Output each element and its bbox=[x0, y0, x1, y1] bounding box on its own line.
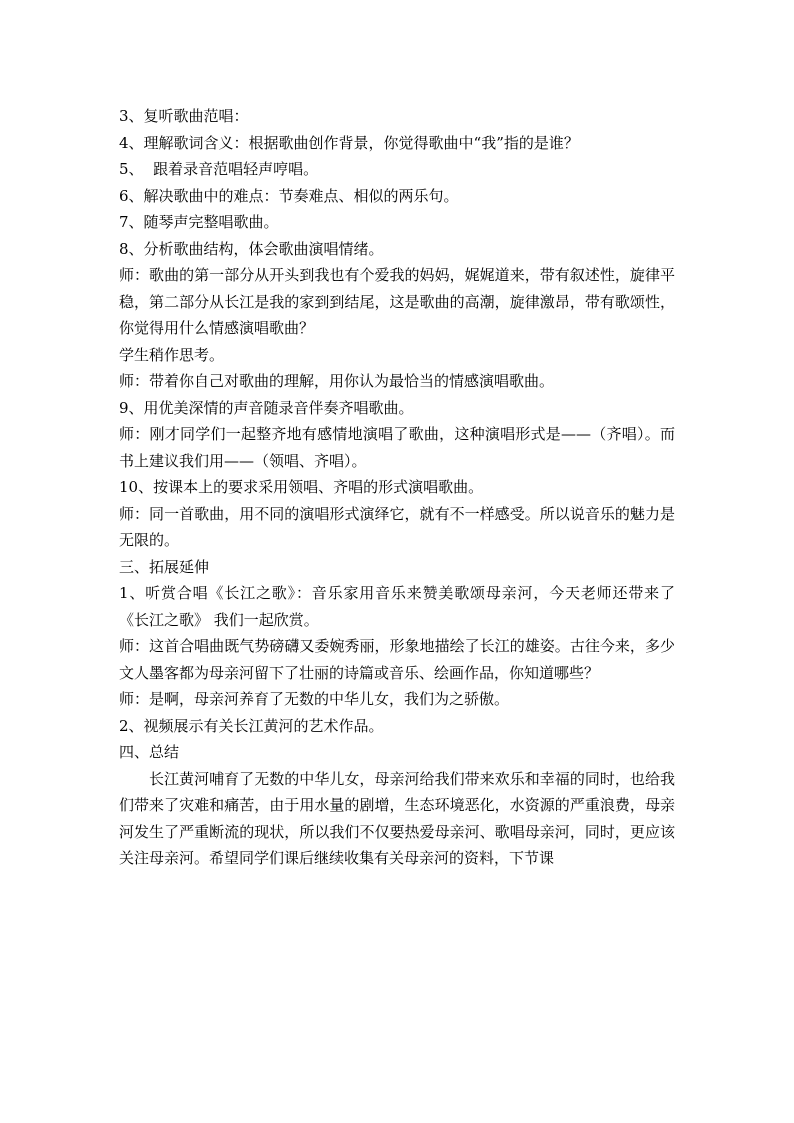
paragraph-step-3: 3、复听歌曲范唱： bbox=[119, 107, 249, 125]
paragraph-student-think: 学生稍作思考。 bbox=[119, 345, 225, 364]
paragraph-extension-2: 2、视频展示有关长江黄河的艺术作品。 bbox=[119, 716, 384, 735]
paragraph-summary: 长江黄河哺育了无数的中华儿女，母亲河给我们带来欢乐和幸福的同时，也给我们带来了灾难和痛苦，由于用水量的剧增，生态环境恶化，水资源的严重浪费，母亲河发生了严重断流的现状，所以我们不仅要热爱母亲河、歌唱母亲河，同时，更应该关注母亲河。希望同学们课后继续收集有关母亲河的资料，下节课 bbox=[119, 769, 675, 867]
paragraph-step-8: 8、分析歌曲结构，体会歌曲演唱情绪。 bbox=[119, 239, 384, 258]
paragraph-step-10: 10、按课本上的要求采用领唱、齐唱的形式演唱歌曲。 bbox=[119, 478, 484, 496]
paragraph-step-5: 5、 跟着录音范唱轻声哼唱。 bbox=[119, 160, 319, 178]
paragraph-step-4: 4、理解歌词含义：根据歌曲创作背景，你觉得歌曲中“我”指的是谁？ bbox=[119, 133, 579, 152]
paragraph-step-9: 9、用优美深情的声音随录音伴奏齐唱歌曲。 bbox=[119, 398, 414, 417]
paragraph-teacher-1: 师：歌曲的第一部分从开头到我也有个爱我的妈妈，娓娓道来，带有叙述性，旋律平稳，第二部分从长江是我的家到到结尾，这是歌曲的高潮，旋律激昂，带有歌颂性，你觉得用什么情感演唱歌曲？ bbox=[119, 266, 675, 337]
paragraph-step-7: 7、随琴声完整唱歌曲。 bbox=[119, 213, 279, 231]
paragraph-teacher-5: 师：这首合唱曲既气势磅礴又委婉秀丽，形象地描绘了长江的雄姿。古往今来，多少文人墨客都为母亲河留下了壮丽的诗篇或音乐、绘画作品，你知道哪些？ bbox=[119, 637, 675, 682]
paragraph-step-6: 6、解决歌曲中的难点：节奏难点、相似的两乐句。 bbox=[119, 186, 459, 205]
section-heading-summary: 四、总结 bbox=[119, 743, 180, 761]
paragraph-teacher-6: 师：是啊，母亲河养育了无数的中华儿女，我们为之骄傲。 bbox=[119, 690, 510, 708]
paragraph-teacher-4: 师：同一首歌曲，用不同的演唱形式演绎它，就有不一样感受。所以说音乐的魅力是无限的。 bbox=[119, 504, 675, 549]
paragraph-teacher-2: 师：带着你自己对歌曲的理解，用你认为最恰当的情感演唱歌曲。 bbox=[119, 372, 555, 390]
section-heading-extension: 三、拓展延伸 bbox=[119, 557, 210, 576]
paragraph-teacher-3: 师：刚才同学们一起整齐地有感情地演唱了歌曲，这种演唱形式是——（齐唱）。而书上建议我们用——（领唱、齐唱）。 bbox=[119, 425, 675, 470]
paragraph-extension-1: 1、听赏合唱《长江之歌》：音乐家用音乐来赞美歌颂母亲河，今天老师还带来了《长江之歌》 我们一起欣赏。 bbox=[119, 584, 675, 629]
document-body bbox=[119, 103, 675, 872]
